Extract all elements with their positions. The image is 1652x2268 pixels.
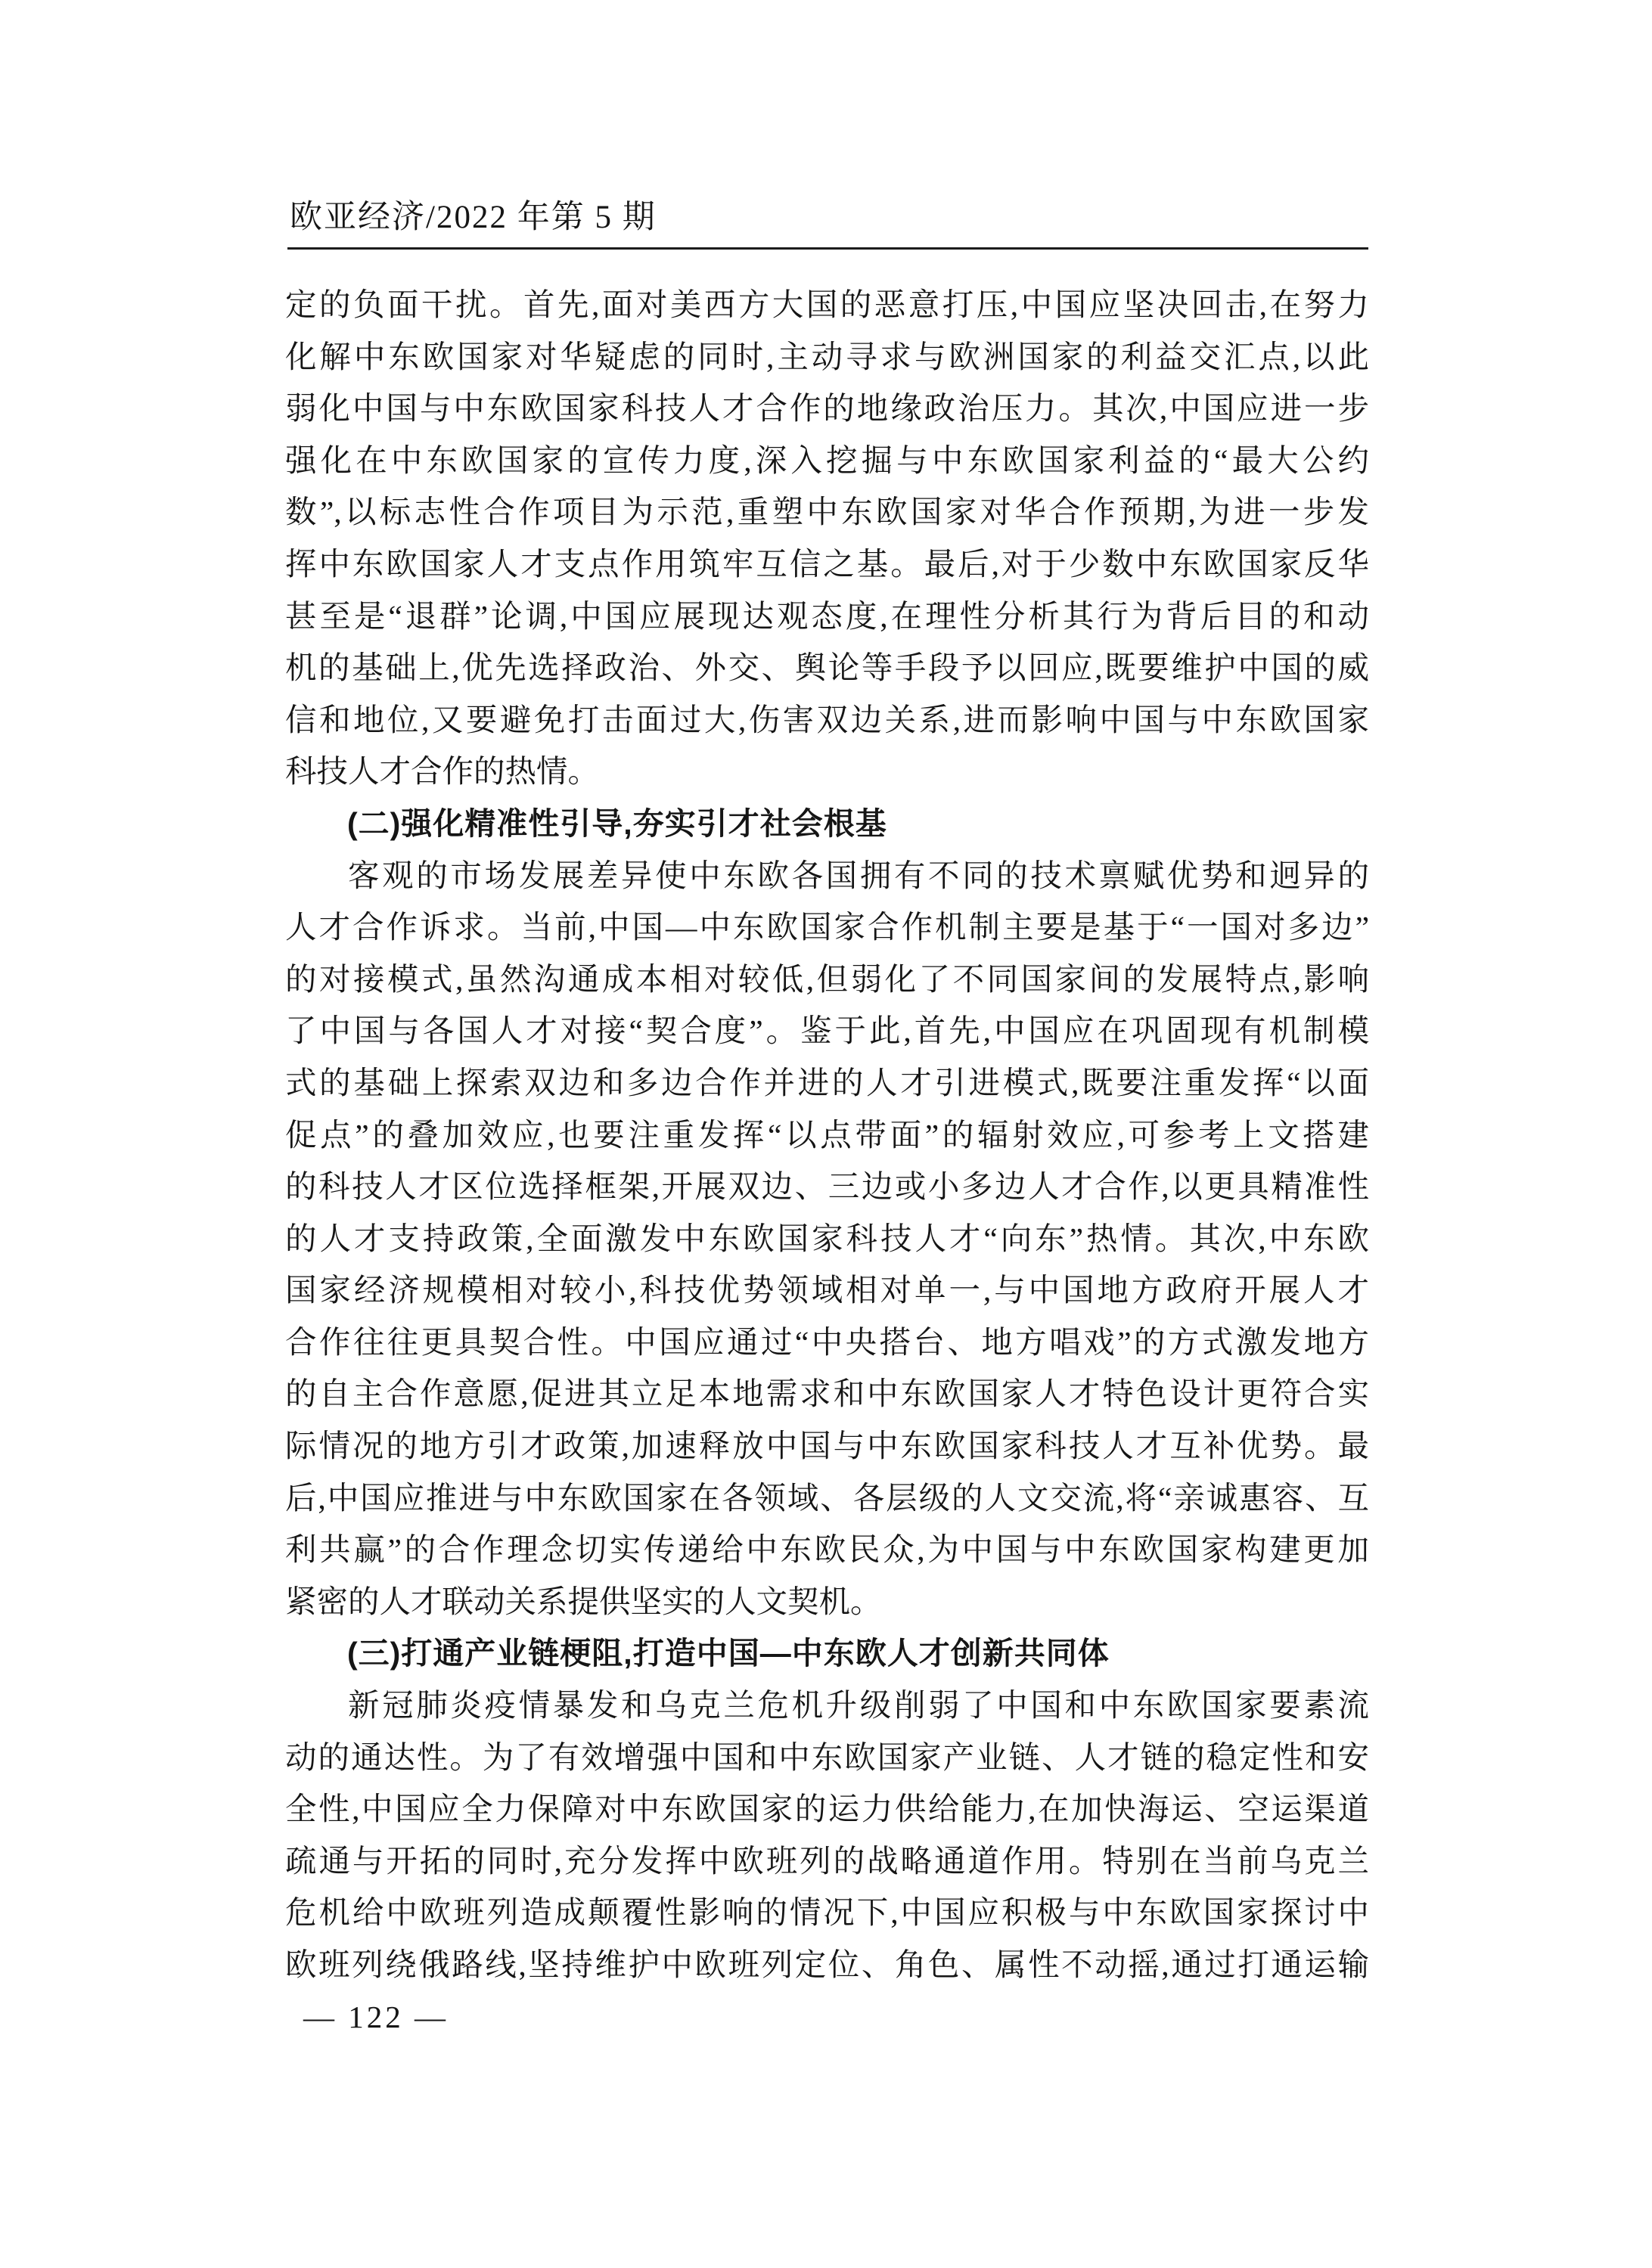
text-line: 际情况的地方引才政策,加速释放中国与中东欧国家科技人才互补优势。最 <box>285 1429 1369 1464</box>
journal-header: 欧亚经济/2022 年第 5 期 <box>290 200 657 235</box>
text-line: 数”,以标志性合作项目为示范,重塑中东欧国家对华合作预期,为进一步发 <box>285 495 1369 530</box>
text-line: 信和地位,又要避免打击面过大,伤害双边关系,进而影响中国与中东欧国家 <box>285 702 1369 737</box>
text-line: 促点”的叠加效应,也要注重发挥“以点带面”的辐射效应,可参考上文搭建 <box>285 1117 1369 1153</box>
text-line: 机的基础上,优先选择政治、外交、舆论等手段予以回应,既要维护中国的威 <box>285 650 1369 686</box>
text-line: 挥中东欧国家人才支点作用筑牢互信之基。最后,对于少数中东欧国家反华 <box>285 546 1369 582</box>
text-line: 动的通达性。为了有效增强中国和中东欧国家产业链、人才链的稳定性和安 <box>285 1739 1369 1775</box>
text-line: 国家经济规模相对较小,科技优势领域相对单一,与中国地方政府开展人才 <box>285 1273 1369 1308</box>
text-line: 定的负面干扰。首先,面对美西方大国的恶意打压,中国应坚决回击,在努力 <box>285 287 1369 322</box>
text-line: 甚至是“退群”论调,中国应展现达观态度,在理性分析其行为背后目的和动 <box>285 598 1369 634</box>
text-line: 化解中东欧国家对华疑虑的同时,主动寻求与欧洲国家的利益交汇点,以此 <box>285 339 1369 374</box>
text-line: 科技人才合作的热情。 <box>285 754 600 790</box>
text-line: 紧密的人才联动关系提供坚实的人文契机。 <box>285 1584 882 1619</box>
text-line: 了中国与各国人才对接“契合度”。鉴于此,首先,中国应在巩固现有机制模 <box>285 1013 1369 1049</box>
header-rule <box>287 247 1368 250</box>
text-line: 利共赢”的合作理念切实传递给中东欧民众,为中国与中东欧国家构建更加 <box>285 1532 1369 1568</box>
page-number: — 122 — <box>303 2000 449 2034</box>
section-heading: (三)打通产业链梗阻,打造中国—中东欧人才创新共同体 <box>347 1636 1110 1671</box>
text-line: 的对接模式,虽然沟通成本相对较低,但弱化了不同国家间的发展特点,影响 <box>285 961 1369 997</box>
text-line: 的自主合作意愿,促进其立足本地需求和中东欧国家人才特色设计更符合实 <box>285 1376 1369 1412</box>
text-line: 人才合作诉求。当前,中国—中东欧国家合作机制主要是基于“一国对多边” <box>285 910 1369 945</box>
text-line: 强化在中东欧国家的宣传力度,深入挖掘与中东欧国家利益的“最大公约 <box>285 442 1369 478</box>
section-heading: (二)强化精准性引导,夯实引才社会根基 <box>347 805 887 841</box>
text-line: 全性,中国应全力保障对中东欧国家的运力供给能力,在加快海运、空运渠道 <box>285 1792 1369 1827</box>
text-line: 危机给中欧班列造成颠覆性影响的情况下,中国应积极与中东欧国家探讨中 <box>285 1895 1369 1931</box>
text-line: 弱化中国与中东欧国家科技人才合作的地缘政治压力。其次,中国应进一步 <box>285 391 1369 427</box>
text-line: 后,中国应推进与中东欧国家在各领域、各层级的人文交流,将“亲诚惠容、互 <box>285 1480 1369 1516</box>
text-line: 的人才支持政策,全面激发中东欧国家科技人才“向东”热情。其次,中东欧 <box>285 1221 1369 1256</box>
content-area <box>285 279 1369 1991</box>
text-line: 式的基础上探索双边和多边合作并进的人才引进模式,既要注重发挥“以面 <box>285 1065 1369 1100</box>
text-line: 欧班列绕俄路线,坚持维护中欧班列定位、角色、属性不动摇,通过打通运输 <box>285 1947 1369 1982</box>
text-line: 的科技人才区位选择框架,开展双边、三边或小多边人才合作,以更具精准性 <box>285 1169 1369 1205</box>
text-line: 新冠肺炎疫情暴发和乌克兰危机升级削弱了中国和中东欧国家要素流 <box>348 1688 1369 1723</box>
text-line: 疏通与开拓的同时,充分发挥中欧班列的战略通道作用。特别在当前乌克兰 <box>285 1843 1369 1879</box>
text-line: 客观的市场发展差异使中东欧各国拥有不同的技术禀赋优势和迥异的 <box>348 858 1369 893</box>
text-line: 合作往往更具契合性。中国应通过“中央搭台、地方唱戏”的方式激发地方 <box>285 1324 1369 1360</box>
